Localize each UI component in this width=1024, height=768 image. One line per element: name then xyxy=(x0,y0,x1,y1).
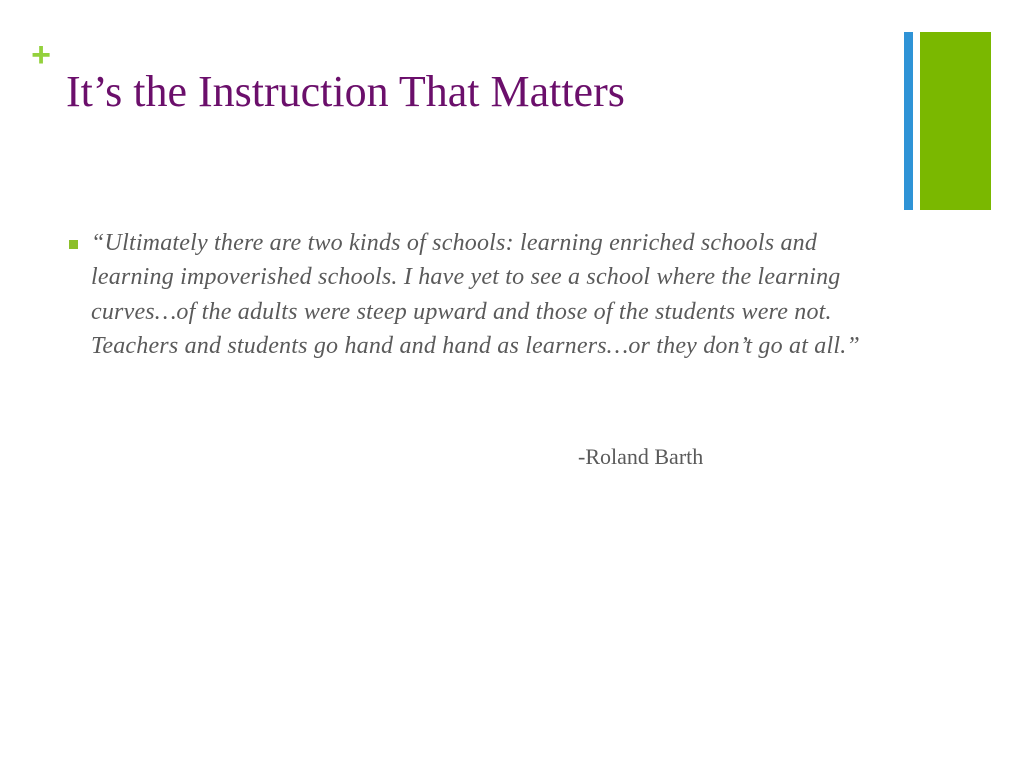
quote-attribution: -Roland Barth xyxy=(578,444,704,469)
quote-text: “Ultimately there are two kinds of schools: learning enriched schools and learning impoverished schools. I have yet to see a school where the learning curves…of the adults were steep upward and those of the students were not. Teachers and students go hand and hand as learners…or they don’t go at all.” xyxy=(91,230,860,360)
accent-bar-blue xyxy=(904,32,913,210)
bullet-item xyxy=(66,226,886,364)
slide-title: It’s the Instruction That Matters xyxy=(66,67,625,116)
accent-bar-green xyxy=(920,32,991,210)
slide-body xyxy=(66,226,886,364)
bullet-square-icon xyxy=(69,240,78,249)
plus-icon: + xyxy=(31,36,51,74)
